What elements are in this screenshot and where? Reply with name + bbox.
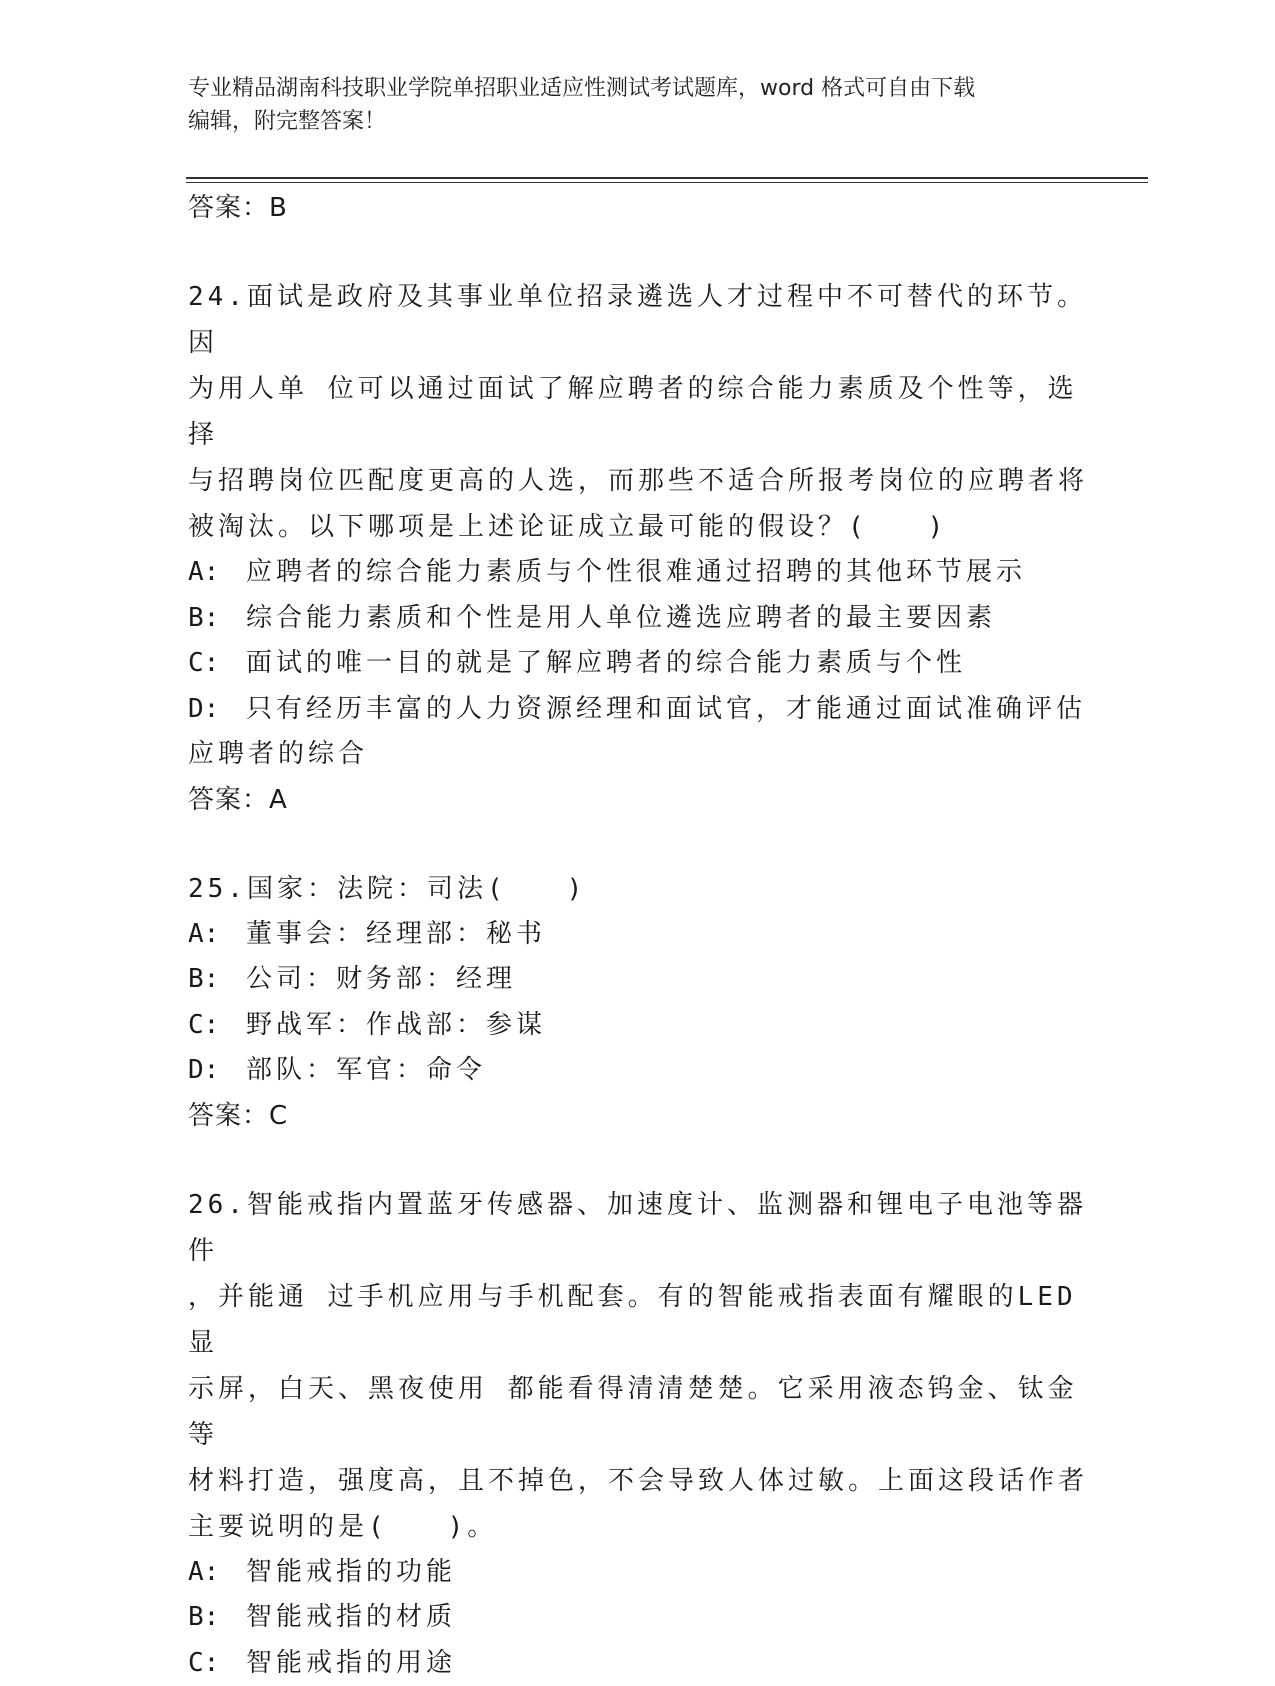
option-c bbox=[188, 1641, 1088, 1686]
question-stem-line: 与招聘岗位匹配度更高的人选，而那些不适合所报考岗位的应聘者将 bbox=[188, 458, 1088, 504]
option-key: D: bbox=[188, 687, 246, 733]
option-text: 只有经历丰富的人力资源经理和面试官，才能通过面试准确评估 bbox=[246, 687, 1088, 733]
page-content bbox=[188, 186, 1088, 1686]
option-text: 应聘者的综合能力素质与个性很难通过招聘的其他环节展示 bbox=[246, 550, 1088, 596]
option-key: B: bbox=[188, 596, 246, 642]
option-key: B: bbox=[188, 1595, 246, 1641]
option-text: 公司：财务部：经理 bbox=[246, 957, 1088, 1003]
question-25 bbox=[188, 866, 1088, 1138]
header-rule-thick bbox=[186, 177, 1148, 179]
option-text: 智能戒指的功能 bbox=[246, 1550, 1088, 1596]
option-d bbox=[188, 687, 1088, 733]
answer-25: 答案：C bbox=[188, 1094, 1088, 1138]
option-text: 部队：军官：命令 bbox=[246, 1048, 1088, 1094]
option-key: A: bbox=[188, 550, 246, 596]
spacer bbox=[188, 230, 1088, 274]
option-d bbox=[188, 1048, 1088, 1094]
prev-answer: 答案：B bbox=[188, 186, 1088, 230]
header-line-1: 专业精品湖南科技职业学院单招职业适应性测试考试题库，word 格式可自由下载 bbox=[188, 72, 1088, 105]
option-d-continuation: 应聘者的综合 bbox=[188, 732, 1088, 778]
option-b bbox=[188, 1595, 1088, 1641]
option-b bbox=[188, 957, 1088, 1003]
question-stem-line: 为用人单 位可以通过面试了解应聘者的综合能力素质及个性等，选择 bbox=[188, 366, 1088, 458]
option-c bbox=[188, 1003, 1088, 1049]
question-stem-line: 24.面试是政府及其事业单位招录遴选人才过程中不可替代的环节。因 bbox=[188, 274, 1088, 366]
option-text: 综合能力素质和个性是用人单位遴选应聘者的最主要因素 bbox=[246, 596, 1088, 642]
question-stem-line: 被淘汰。以下哪项是上述论证成立最可能的假设？( ) bbox=[188, 504, 1088, 550]
question-stem-line: 示屏，白天、黑夜使用 都能看得清清楚楚。它采用液态钨金、钛金等 bbox=[188, 1366, 1088, 1458]
question-stem-line: 25.国家：法院：司法( ) bbox=[188, 866, 1088, 912]
option-key: D: bbox=[188, 1048, 246, 1094]
option-b bbox=[188, 596, 1088, 642]
option-text: 面试的唯一目的就是了解应聘者的综合能力素质与个性 bbox=[246, 641, 1088, 687]
spacer bbox=[188, 1138, 1088, 1182]
option-text: 智能戒指的用途 bbox=[246, 1641, 1088, 1686]
option-key: C: bbox=[188, 641, 246, 687]
question-stem-line: 主要说明的是( )。 bbox=[188, 1504, 1088, 1550]
option-text: 野战军：作战部：参谋 bbox=[246, 1003, 1088, 1049]
option-a bbox=[188, 550, 1088, 596]
option-key: C: bbox=[188, 1641, 246, 1686]
question-stem-line: 26.智能戒指内置蓝牙传感器、加速度计、监测器和锂电子电池等器件 bbox=[188, 1182, 1088, 1274]
option-a bbox=[188, 1550, 1088, 1596]
question-26 bbox=[188, 1182, 1088, 1686]
option-key: A: bbox=[188, 912, 246, 958]
header-line-2: 编辑，附完整答案！ bbox=[188, 105, 1088, 138]
question-stem-line: 材料打造，强度高，且不掉色，不会导致人体过敏。上面这段话作者 bbox=[188, 1458, 1088, 1504]
option-key: C: bbox=[188, 1003, 246, 1049]
spacer bbox=[188, 822, 1088, 866]
question-stem-line: ，并能通 过手机应用与手机配套。有的智能戒指表面有耀眼的LED 显 bbox=[188, 1274, 1088, 1366]
option-key: B: bbox=[188, 957, 246, 1003]
page-header bbox=[188, 72, 1088, 138]
option-c bbox=[188, 641, 1088, 687]
question-24 bbox=[188, 274, 1088, 822]
option-key: A: bbox=[188, 1550, 246, 1596]
header-rule-thin bbox=[186, 182, 1148, 183]
option-text: 董事会：经理部：秘书 bbox=[246, 912, 1088, 958]
option-text: 智能戒指的材质 bbox=[246, 1595, 1088, 1641]
option-a bbox=[188, 912, 1088, 958]
answer-24: 答案：A bbox=[188, 778, 1088, 822]
